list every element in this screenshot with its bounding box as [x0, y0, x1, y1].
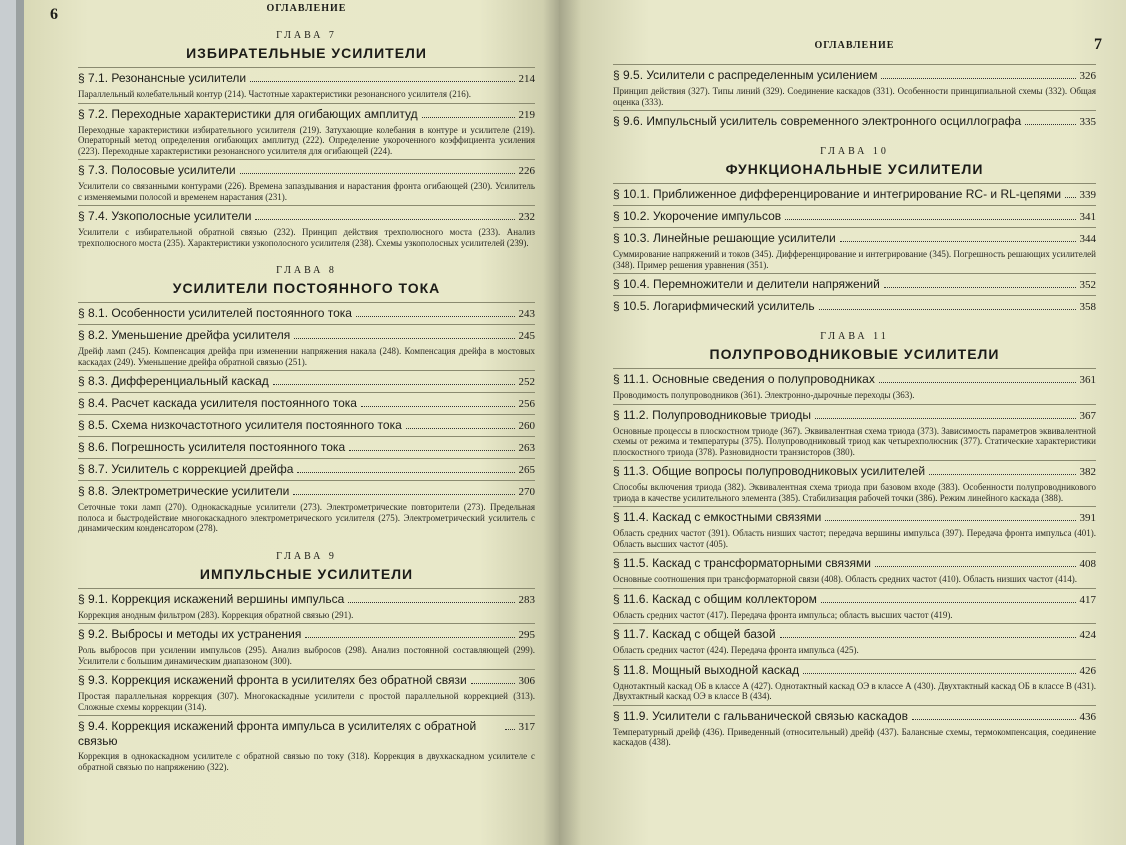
- section-summary: Параллельный колебательный контур (214). Частотные характеристики резонансного усилителя (216).: [78, 89, 471, 99]
- section-title: § 11.5. Каскад с трансформаторными связями: [613, 556, 871, 570]
- toc-entry-line: [613, 709, 1096, 725]
- section-title: § 8.4. Расчет каскада усилителя постоянного тока: [78, 396, 357, 410]
- section-summary: Принцип действия (327). Типы линий (329). Соединение каскадов (331). Особенности принципиальной схемы (332). Общая оценка (333).: [613, 86, 1096, 107]
- section-title: § 11.8. Мощный выходной каскад: [613, 662, 800, 677]
- dot-leader: [912, 719, 1076, 720]
- section-summary: Однотактный каскад ОБ в классе А (427). Однотактный каскад ОЭ в классе А (430). Двухтактный каскад ОБ в классе В (431). Двухтактный каскад ОЭ в классе В (434).: [613, 680, 1096, 701]
- section-page: 341: [1079, 211, 1096, 223]
- dot-leader: [471, 683, 515, 684]
- section-page: 391: [1079, 512, 1096, 524]
- section-page: 219: [518, 108, 535, 121]
- toc-entry: [78, 436, 535, 458]
- toc-entry-line: [78, 440, 535, 456]
- toc-entry-line: [613, 556, 1096, 572]
- toc-entry-line: [78, 484, 535, 500]
- section-page: 283: [518, 593, 535, 606]
- dot-leader: [255, 219, 514, 220]
- section-page: 295: [518, 629, 535, 641]
- section-page: 260: [518, 420, 535, 432]
- section-title: § 9.4. Коррекция искажений фронта импульса в усилителях с обратной связью: [78, 719, 477, 748]
- section-title: § 9.1. Коррекция искажений вершины импульса: [78, 591, 345, 606]
- section-page: 252: [518, 376, 535, 388]
- toc-entry-line: [78, 107, 535, 123]
- chapter-title: ИМПУЛЬСНЫЕ УСИЛИТЕЛИ: [199, 565, 414, 582]
- section-page: 243: [518, 308, 535, 320]
- toc-entry-line: [78, 163, 535, 179]
- section-page: 232: [518, 211, 535, 223]
- book-spread: [16, 0, 1126, 845]
- toc-entry-line: [78, 209, 535, 225]
- toc-entry-line: [78, 328, 535, 344]
- section-page: 361: [1079, 374, 1096, 386]
- section-title: § 11.3. Общие вопросы полупроводниковых усилителей: [613, 464, 926, 478]
- section-summary: Дрейф ламп (245). Компенсация дрейфа при изменении напряжения накала (248). Компенсация дрейфа в мостовых каскадах (249). Уменьшение дрейфа обратной связью (251).: [78, 346, 535, 367]
- chapter-gap: [613, 132, 1096, 140]
- toc-entry: [613, 460, 1096, 506]
- section-page: 344: [1079, 233, 1096, 245]
- right-toc: [613, 132, 1096, 751]
- dot-leader: [929, 474, 1075, 475]
- chapter-title: ПОЛУПРОВОДНИКОВЫЕ УСИЛИТЕЛИ: [709, 346, 1000, 362]
- dot-leader: [294, 338, 514, 339]
- dot-leader: [356, 316, 515, 317]
- toc-entry: [613, 588, 1096, 624]
- section-title: § 9.3. Коррекция искажений фронта в усилителях без обратной связи: [78, 673, 467, 687]
- section-page: 263: [518, 442, 535, 454]
- section-title: § 11.9. Усилители с гальванической связью каскадов: [613, 708, 908, 723]
- dot-leader: [240, 173, 515, 174]
- section-page: 424: [1079, 629, 1096, 641]
- section-title: § 11.7. Каскад с общей базой: [613, 627, 776, 641]
- section-page: 358: [1079, 301, 1096, 313]
- dot-leader: [1065, 197, 1075, 198]
- section-title: § 10.4. Перемножители и делители напряжений: [613, 277, 880, 291]
- toc-entry: [78, 588, 535, 624]
- toc-entry-line: [613, 372, 1096, 388]
- chapter-title: ФУНКЦИОНАЛЬНЫЕ УСИЛИТЕЛИ: [725, 161, 984, 177]
- toc-entry-line: [613, 592, 1096, 608]
- dot-leader: [780, 637, 1076, 638]
- section-summary: Коррекция анодным фильтром (283). Коррекция обратной связью (291).: [78, 609, 354, 620]
- dot-leader: [803, 673, 1075, 674]
- toc-entry-line: [78, 418, 535, 434]
- toc-entry-line: [78, 462, 535, 478]
- dot-leader: [884, 287, 1076, 288]
- toc-entry: [78, 392, 535, 414]
- section-title: § 10.1. Приближенное дифференцирование и интегрирование RC- и RL-цепями: [613, 187, 1062, 201]
- toc-entry: [613, 659, 1096, 705]
- toc-entry: [613, 110, 1096, 132]
- right-page: [559, 0, 1126, 845]
- toc-entry: [613, 295, 1096, 317]
- section-summary: Проводимость полупроводников (361). Электронно-дырочные переходы (363).: [613, 390, 915, 400]
- toc-entry: [78, 302, 535, 324]
- toc-entry-line: [613, 187, 1096, 203]
- toc-entry: [78, 159, 535, 205]
- section-page: 214: [518, 73, 535, 85]
- chapter-title: УСИЛИТЕЛИ ПОСТОЯННОГО ТОКА: [172, 280, 441, 296]
- chapter-label: ГЛАВА 7: [276, 30, 337, 41]
- section-summary: Температурный дрейф (436). Приведенный (относительный) дрейф (437). Балансные схемы, термокомпенсация, соединение каскадов (438).: [613, 726, 1096, 747]
- section-page: 436: [1079, 710, 1096, 723]
- toc-entry: [613, 623, 1096, 659]
- section-page: 265: [518, 464, 535, 476]
- toc-entry: [78, 458, 535, 480]
- dot-leader: [819, 309, 1076, 310]
- section-summary: Суммирование напряжений и токов (345). Дифференцирование и интегрирование (345). Погрешность решающих усилителей (348). Пример решения уравнения (351).: [613, 249, 1096, 270]
- toc-entry: [613, 227, 1096, 273]
- page-number: 7: [1094, 36, 1102, 53]
- section-page: 367: [1079, 409, 1096, 422]
- chapter-gap: [78, 537, 535, 545]
- section-summary: Простая параллельная коррекция (307). Многокаскадные усилители с простой параллельной коррекцией (313). Сложные схемы коррекции (314).: [78, 691, 535, 712]
- toc-entry: [613, 183, 1096, 205]
- section-title: § 8.6. Погрешность усилителя постоянного тока: [78, 440, 346, 454]
- section-summary: Усилители со связанными контурами (226). Времена запаздывания и нарастания фронта огибающей (230). Усилитель с изменяемыми полосой и временем нарастания (231).: [78, 181, 535, 202]
- toc-entry-line: [78, 627, 535, 643]
- section-page: 317: [518, 721, 535, 733]
- dot-leader: [840, 241, 1076, 242]
- section-title: § 8.1. Особенности усилителей постоянного тока: [78, 306, 352, 320]
- toc-entry-line: [78, 374, 535, 390]
- dot-leader: [1025, 124, 1075, 125]
- dot-leader: [406, 428, 515, 429]
- chapter-gap: [613, 317, 1096, 325]
- toc-entry-line: [78, 592, 535, 608]
- section-title: § 9.6. Импульсный усилитель современного электронного осциллографа: [613, 114, 1022, 128]
- section-title: § 8.7. Усилитель с коррекцией дрейфа: [78, 462, 294, 476]
- toc-entry-line: [613, 299, 1096, 315]
- section-title: § 9.5. Усилители с распределенным усилением: [613, 68, 878, 82]
- section-title: § 10.2. Укорочение импульсов: [613, 209, 782, 223]
- section-summary: Область средних частот (417). Передача фронта импульса; область высших частот (419).: [613, 609, 953, 620]
- section-title: § 11.6. Каскад с общим коллектором: [613, 591, 817, 606]
- toc-entry-line: [613, 68, 1096, 84]
- toc-entry: [613, 506, 1096, 552]
- toc-entry-line: [78, 306, 535, 322]
- toc-entry-line: [78, 396, 535, 412]
- toc-entry: [78, 370, 535, 392]
- chapter-label: ГЛАВА 10: [820, 146, 889, 157]
- section-page: 339: [1079, 189, 1096, 201]
- toc-entry-line: [613, 231, 1096, 247]
- page-number: 6: [50, 6, 58, 23]
- section-title: § 10.3. Линейные решающие усилители: [613, 231, 836, 245]
- section-title: § 7.2. Переходные характеристики для огибающих амплитуд: [78, 106, 418, 121]
- dot-leader: [293, 494, 514, 495]
- section-title: § 8.5. Схема низкочастотного усилителя постоянного тока: [78, 418, 402, 432]
- toc-entry: [613, 404, 1096, 461]
- chapter-label: ГЛАВА 11: [820, 331, 889, 342]
- section-summary: Область средних частот (391). Область низших частот; передача вершины импульса (397). Передача фронта импульса (401). Область высших частот (405).: [613, 528, 1096, 549]
- section-page: 245: [518, 330, 535, 342]
- toc-entry: [78, 623, 535, 669]
- toc-entry: [613, 552, 1096, 588]
- section-title: § 8.2. Уменьшение дрейфа усилителя: [78, 328, 291, 342]
- chapter-label: ГЛАВА 9: [276, 550, 337, 562]
- section-page: 270: [518, 486, 535, 498]
- section-page: 335: [1079, 116, 1096, 128]
- toc-entry-line: [613, 464, 1096, 480]
- toc-entry: [78, 480, 535, 537]
- toc-entry: [613, 205, 1096, 227]
- dot-leader: [821, 602, 1076, 603]
- section-page: 306: [518, 675, 535, 687]
- dot-leader: [879, 382, 1076, 383]
- toc-entry-line: [613, 510, 1096, 526]
- chapter-label: ГЛАВА 8: [276, 265, 337, 276]
- dot-leader: [349, 450, 514, 451]
- section-page: 226: [518, 165, 535, 177]
- section-summary: Область средних частот (424). Передача фронта импульса (425).: [613, 645, 859, 655]
- toc-entry: [78, 67, 535, 103]
- dot-leader: [785, 219, 1075, 220]
- dot-leader: [297, 472, 514, 473]
- toc-entry-line: [613, 114, 1096, 130]
- toc-entry-line: [613, 277, 1096, 293]
- chapter-gap: [78, 251, 535, 259]
- dot-leader: [875, 566, 1076, 567]
- toc-entry: [613, 273, 1096, 295]
- dot-leader: [825, 520, 1075, 521]
- dot-leader: [815, 418, 1076, 419]
- running-head: ОГЛАВЛЕНИЕ: [814, 40, 895, 51]
- toc-entry-line: [78, 719, 535, 749]
- dot-leader: [422, 117, 515, 118]
- toc-entry-line: [613, 663, 1096, 679]
- section-title: § 8.8. Электрометрические усилители: [78, 484, 290, 498]
- toc-entry: [78, 205, 535, 251]
- left-page-header: [50, 0, 535, 24]
- section-summary: Усилители с избирательной обратной связью (232). Принцип действия трехполюсного моста (233). Анализ трехполюсного моста (235). Характеристики узкополосного усилителя (238). Схемы узкополосных усилителей (239).: [78, 227, 535, 248]
- section-page: 326: [1079, 70, 1096, 82]
- section-summary: Основные соотношения при трансформаторной связи (408). Область средних частот (410). Область низших частот (414).: [613, 574, 1078, 584]
- right-page-header: [613, 0, 1102, 64]
- dot-leader: [250, 81, 514, 82]
- section-title: § 9.2. Выбросы и методы их устранения: [78, 627, 302, 641]
- section-summary: Переходные характеристики избирательного усилителя (219). Затухающие колебания в контуре и усилителе (219). Операторный метод определения огибающих амплитуд (222). Определение укороченного коэффициента усиления (223). Переходные характеристики резонансного усилителя для огибающей (224).: [78, 124, 535, 156]
- dot-leader: [505, 729, 515, 730]
- toc-entry: [613, 64, 1096, 110]
- toc-entry-line: [613, 408, 1096, 424]
- left-page: [24, 0, 559, 845]
- toc-entry: [78, 324, 535, 370]
- section-page: 408: [1079, 558, 1096, 570]
- toc-entry: [78, 715, 535, 775]
- left-toc: [78, 30, 535, 775]
- dot-leader: [305, 637, 514, 638]
- section-page: 426: [1079, 664, 1096, 677]
- section-title: § 11.4. Каскад с емкостными связями: [613, 510, 822, 524]
- toc-entry-line: [613, 627, 1096, 643]
- chapter-title: ИЗБИРАТЕЛЬНЫЕ УСИЛИТЕЛИ: [186, 45, 427, 61]
- dot-leader: [361, 406, 515, 407]
- section-summary: Коррекция в однокаскадном усилителе с обратной связью по току (318). Коррекция в двухкаскадном усилителе с обратной связью по напряжению (322).: [78, 751, 535, 772]
- right-lead-entries: [613, 64, 1096, 132]
- section-page: 256: [518, 398, 535, 410]
- dot-leader: [273, 384, 515, 385]
- section-page: 382: [1079, 466, 1096, 478]
- section-summary: Основные процессы в плоскостном триоде (367). Эквивалентная схема триода (373). Зависимость параметров эквивалентной схемы от режима и температуры (375). Полупроводниковый триод как четырехполюсник (377). Статические характеристики плоскостного триода (378). Разновидности транзисторов (380).: [613, 425, 1096, 457]
- section-title: § 7.3. Полосовые усилители: [78, 163, 236, 177]
- section-title: § 7.4. Узкополосные усилители: [78, 209, 252, 223]
- section-summary: Сеточные токи ламп (270). Однокаскадные усилители (273). Электрометрические повторители (273). Предельная полоса и быстродействие многокаскадного электрометрического усилителя (275). Электрометрический усилитель с динамическим конденсатором (278).: [78, 502, 535, 533]
- toc-entry-line: [613, 209, 1096, 225]
- section-summary: Роль выбросов при усилении импульсов (295). Анализ выбросов (298). Анализ постоянной составляющей (299). Усилители с большим динамическим диапазоном (300).: [78, 645, 535, 666]
- section-title: § 8.3. Дифференциальный каскад: [78, 374, 269, 388]
- section-title: § 10.5. Логарифмический усилитель: [613, 299, 815, 313]
- running-head: ОГЛАВЛЕНИЕ: [266, 3, 347, 14]
- section-page: 417: [1079, 593, 1096, 606]
- section-page: 352: [1079, 279, 1096, 291]
- toc-entry: [78, 414, 535, 436]
- section-title: § 11.2. Полупроводниковые триоды: [613, 407, 811, 422]
- section-title: § 11.1. Основные сведения о полупроводниках: [613, 372, 875, 386]
- toc-entry: [613, 705, 1096, 751]
- toc-entry-line: [78, 673, 535, 689]
- section-summary: Способы включения триода (382). Эквивалентная схема триода при базовом входе (383). Особенности полупроводникового триода в качестве усилительного элемента (385). Стабилизация рабочей точки (386). Режим линейного каскада (388).: [613, 482, 1096, 503]
- dot-leader: [881, 78, 1075, 79]
- section-title: § 7.1. Резонансные усилители: [78, 71, 247, 85]
- toc-entry: [613, 368, 1096, 404]
- toc-entry-line: [78, 71, 535, 87]
- toc-entry: [78, 669, 535, 715]
- dot-leader: [348, 602, 514, 603]
- toc-entry: [78, 103, 535, 160]
